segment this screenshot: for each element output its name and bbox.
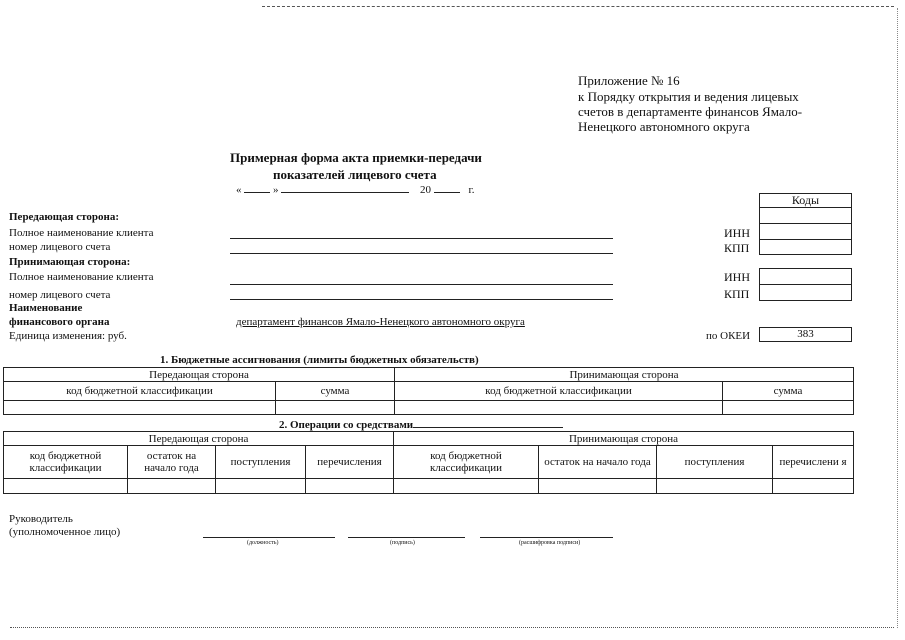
section2-cell[interactable] [216,479,306,494]
date-open-quote: « [236,184,242,196]
signature-name-caption: (расшифровка подписи) [519,540,581,546]
sender-kpp-cell[interactable] [759,239,852,255]
section2-title [279,418,563,432]
codes-header: Коды [759,193,852,208]
sender-kpp-label: КПП [724,241,750,255]
finance-org-label-line-1: Наименование [9,302,83,314]
section2-col-transfers-receiver: перечислени я [773,446,854,479]
section2-cell[interactable] [657,479,773,494]
sender-account-label: номер лицевого счета [9,241,111,253]
section2-table [3,431,854,494]
section1-table [3,367,854,415]
section2-col-transfers: перечисления [306,446,394,479]
section2-cell[interactable] [128,479,216,494]
date-century: 20 [420,184,431,196]
date-line [236,182,475,197]
section1-cell[interactable] [4,401,276,415]
sender-account-field[interactable] [230,253,613,254]
signature-position-field[interactable] [203,537,335,538]
signature-position-caption: (должность) [247,540,279,546]
sender-client-field[interactable] [230,238,613,239]
section2-funds-field[interactable] [413,418,563,428]
section2-receiver-header: Принимающая сторона [394,432,854,446]
section2-cell[interactable] [306,479,394,494]
finance-org-label-line-2: финансового органа [9,316,110,328]
scan-edge-right [897,8,898,628]
date-month-field[interactable] [281,182,409,193]
receiver-client-label: Полное наименование клиента [9,271,154,283]
receiver-account-label: номер лицевого счета [9,289,111,301]
section1-title: 1. Бюджетные ассигнования (лимиты бюджетных обязательств) [160,354,479,366]
section1-col-code-receiver: код бюджетной классификации [395,382,723,401]
signature-name-field[interactable] [480,537,613,538]
receiver-account-field[interactable] [230,299,613,300]
section2-cell[interactable] [773,479,854,494]
unit-label: Единица изменения: руб. [9,330,127,342]
sender-client-label: Полное наименование клиента [9,227,154,239]
sender-inn-label: ИНН [724,226,750,240]
table-row [4,401,854,415]
signature-sign-field[interactable] [348,537,465,538]
section2-col-income-receiver: поступления [657,446,773,479]
sender-heading: Передающая сторона: [9,211,120,223]
appendix-line-1: к Порядку открытия и ведения лицевых [578,89,799,104]
date-year-suffix: г. [468,184,475,196]
okei-value: 383 [759,327,852,342]
section1-sender-header: Передающая сторона [4,368,395,382]
appendix-line-3: Ненецкого автономного округа [578,119,750,134]
receiver-heading: Принимающая сторона: [9,256,131,268]
signature-sign-caption: (подпись) [390,540,415,546]
section1-receiver-header: Принимающая сторона [395,368,854,382]
section2-col-code: код бюджетной классификации [4,446,128,479]
section2-col-income: поступления [216,446,306,479]
receiver-kpp-cell[interactable] [759,284,852,301]
section2-cell[interactable] [4,479,128,494]
form-title-line-2: показателей лицевого счета [273,167,437,182]
section2-cell[interactable] [394,479,539,494]
signature-label-line-1: Руководитель [9,513,73,525]
signature-label-line-2: (уполномоченное лицо) [9,526,121,538]
section2-col-code-receiver: код бюджетной классификации [394,446,539,479]
appendix-line-2: счетов в департаменте финансов Ямало- [578,104,803,119]
section1-cell[interactable] [276,401,395,415]
section2-col-balance-receiver: остаток на начало года [539,446,657,479]
finance-org-value: департамент финансов Ямало-Ненецкого автономного округа [236,316,525,328]
date-year-field[interactable] [434,182,460,193]
receiver-inn-cell[interactable] [759,268,852,285]
section1-cell[interactable] [723,401,854,415]
section1-col-sum-receiver: сумма [723,382,854,401]
section1-col-sum: сумма [276,382,395,401]
appendix-number: Приложение № 16 [578,73,680,88]
okei-label: по ОКЕИ [706,330,751,342]
receiver-client-field[interactable] [230,284,613,285]
section2-sender-header: Передающая сторона [4,432,394,446]
receiver-kpp-label: КПП [724,287,750,301]
section1-col-code: код бюджетной классификации [4,382,276,401]
section2-col-balance: остаток на начало года [128,446,216,479]
scan-edge-bottom [10,627,894,628]
section2-cell[interactable] [539,479,657,494]
form-title-line-1: Примерная форма акта приемки-передачи [230,150,482,165]
section2-title-text: 2. Операции со средствами [279,419,414,431]
table-row [4,479,854,494]
sender-inn-cell[interactable] [759,223,852,240]
receiver-inn-label: ИНН [724,270,750,284]
codes-blank-cell [759,207,852,224]
scan-edge-top [262,6,894,7]
date-close-quote: » [273,184,279,196]
section1-cell[interactable] [395,401,723,415]
date-day-field[interactable] [244,182,270,193]
